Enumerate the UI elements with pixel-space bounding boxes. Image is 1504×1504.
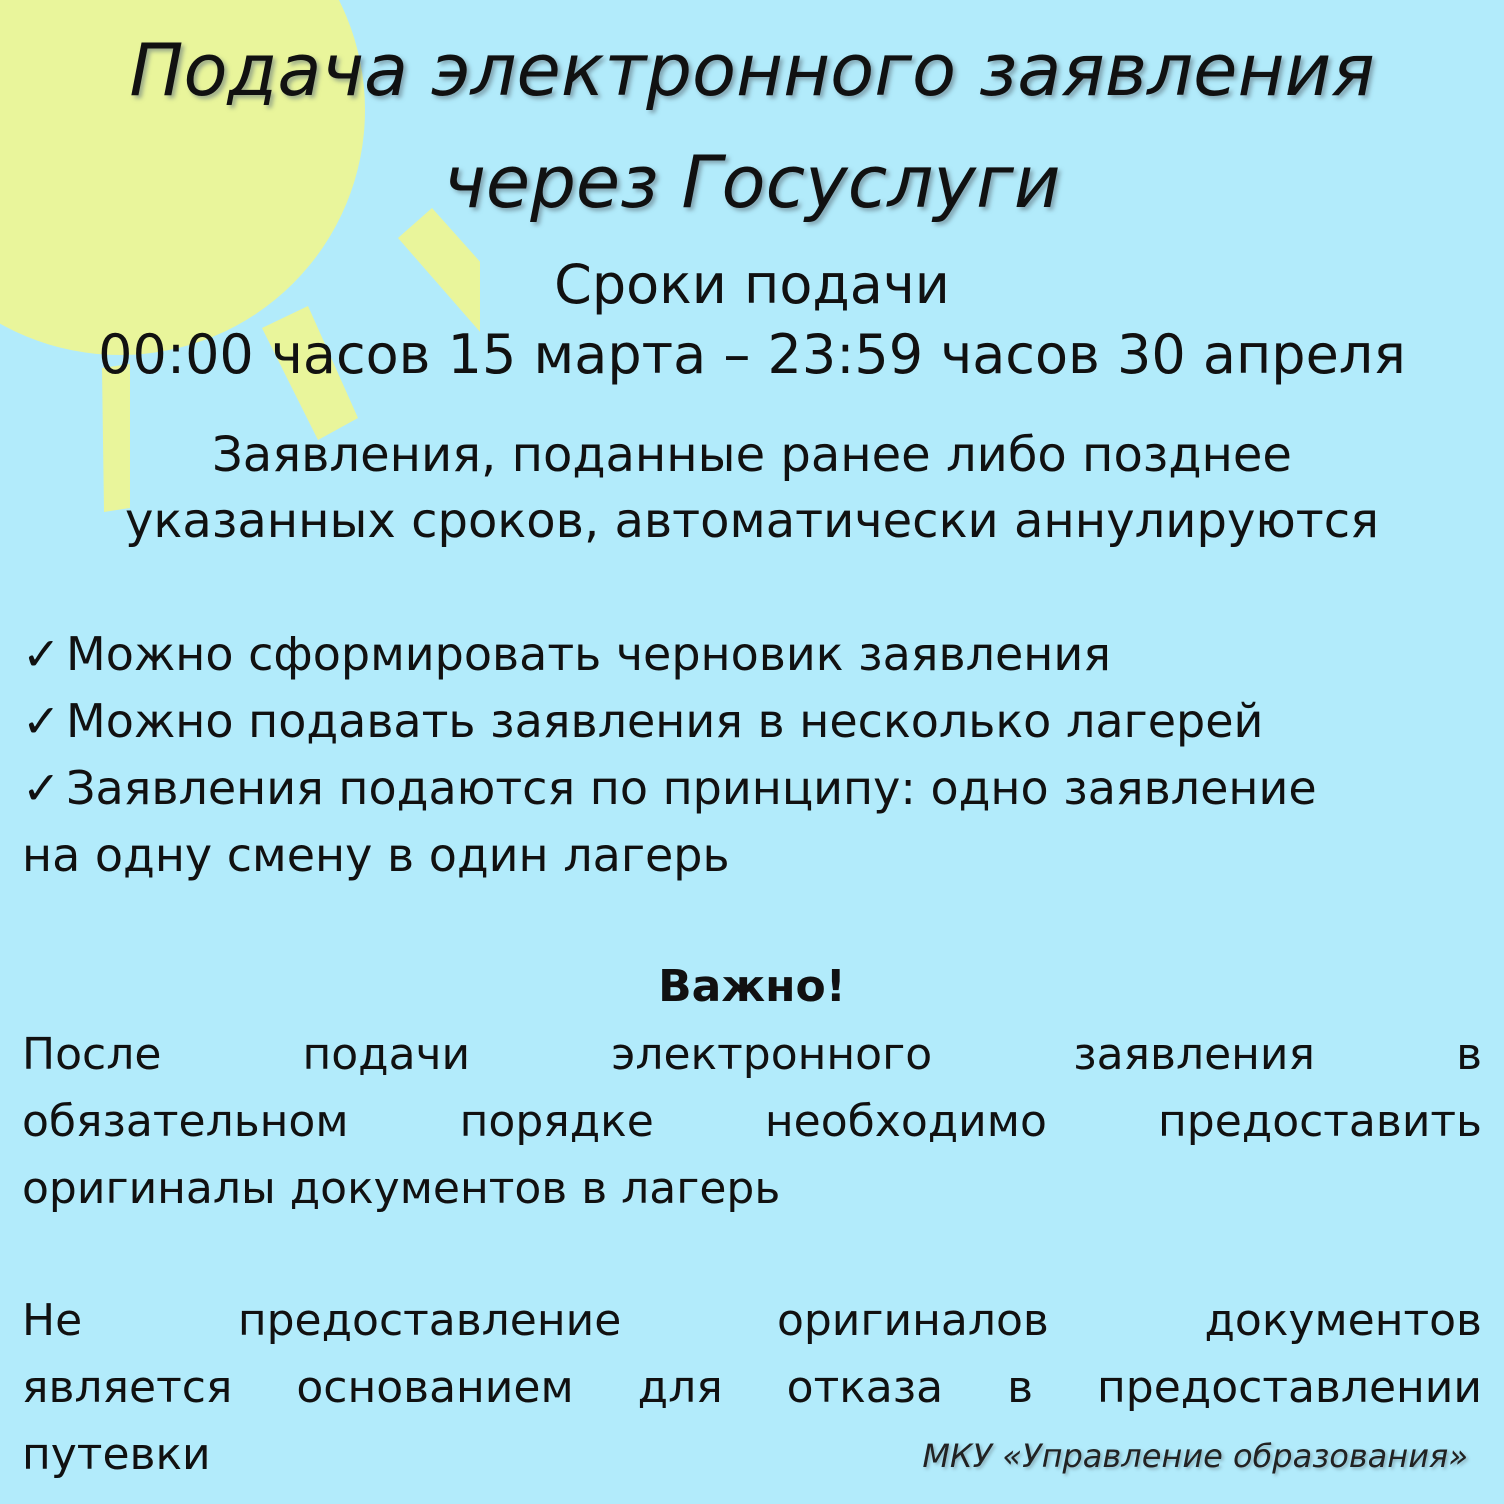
word: предоставлении [1097, 1362, 1482, 1413]
deadline-range: 00:00 часов 15 марта – 23:59 часов 30 апреля [98, 323, 1406, 386]
checklist-item [22, 691, 1263, 751]
checkmark-icon: ✓ [22, 761, 61, 815]
important-paragraph-2-line-3: путевки [22, 1429, 211, 1480]
word: отказа [786, 1362, 944, 1413]
important-heading: Важно! [658, 961, 846, 1012]
checklist-item-continuation: на одну смену в один лагерь [22, 828, 730, 882]
word: подачи [302, 1029, 471, 1080]
checklist-item [22, 624, 1111, 684]
word: для [637, 1362, 723, 1413]
word: необходимо [764, 1096, 1047, 1147]
annulment-line-2: указанных сроков, автоматически аннулируются [125, 493, 1379, 549]
checkmark-icon: ✓ [22, 627, 61, 681]
word: предоставить [1158, 1096, 1482, 1147]
word: оригиналов [776, 1295, 1049, 1346]
important-paragraph-1-line-1 [22, 1025, 1482, 1085]
important-paragraph-1-line-3: оригиналы документов в лагерь [22, 1163, 781, 1214]
checklist-item-text: Можно подавать заявления в несколько лагерей [66, 694, 1264, 748]
word: документов [1204, 1295, 1482, 1346]
checklist-item-text: Заявления подаются по принципу: одно заявление [66, 761, 1317, 815]
word: в [1007, 1362, 1034, 1413]
word: обязательном [22, 1096, 349, 1147]
word: основанием [296, 1362, 574, 1413]
organization-signature: МКУ «Управление образования» [922, 1437, 1468, 1475]
checklist-item [22, 758, 1317, 818]
important-paragraph-2-line-1 [22, 1291, 1482, 1351]
word: заявления [1073, 1029, 1315, 1080]
checkmark-icon: ✓ [22, 694, 61, 748]
checklist-item-text: Можно сформировать черновик заявления [66, 627, 1111, 681]
page-title-line-2: через Госуслуги [443, 140, 1061, 224]
deadline-heading: Сроки подачи [554, 253, 950, 316]
word: в [1456, 1029, 1482, 1080]
important-paragraph-1-line-2 [22, 1092, 1482, 1152]
word: является [22, 1362, 233, 1413]
word: предоставление [237, 1295, 622, 1346]
annulment-line-1: Заявления, поданные ранее либо позднее [212, 427, 1292, 483]
page-title-line-1: Подача электронного заявления [129, 28, 1375, 112]
word: После [22, 1029, 162, 1080]
important-paragraph-2-line-2 [22, 1358, 1482, 1418]
word: электронного [611, 1029, 933, 1080]
word: порядке [459, 1096, 654, 1147]
word: Не [22, 1295, 83, 1346]
